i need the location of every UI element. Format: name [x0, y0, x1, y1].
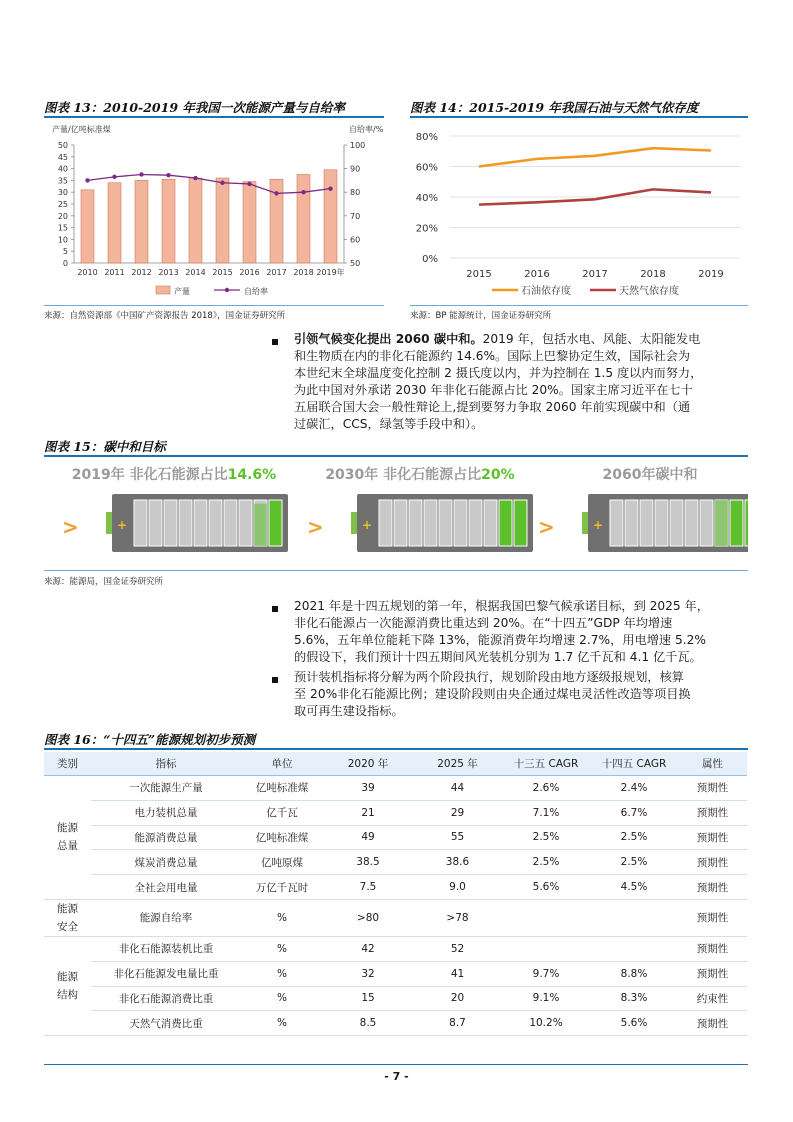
fig14-chart	[410, 120, 750, 303]
battery-cell	[670, 500, 683, 546]
paragraph-line: 5.6%，五年单位能耗下降 13%，能源消费年均增速 2.7%，用电增速 5.2%	[294, 633, 706, 647]
table-cell: 非化石能源装机比重	[91, 936, 241, 961]
left-tick-label: 40	[57, 164, 68, 174]
x-tick-label: 2013	[158, 268, 179, 277]
battery-cell	[379, 500, 392, 546]
bullet	[272, 677, 278, 683]
table-cell: 7.1%	[502, 800, 590, 825]
table-cell: 55	[413, 825, 502, 850]
point-self-sufficiency	[301, 190, 305, 194]
bar-production	[243, 182, 256, 263]
paragraph-line: 取可再生建设指标。	[294, 704, 404, 718]
x-tick-label: 2010	[77, 268, 98, 277]
fig13-bottom-rule	[44, 305, 384, 306]
table-cell: 8.8%	[590, 961, 678, 986]
point-self-sufficiency	[193, 176, 197, 180]
point-self-sufficiency	[166, 173, 170, 177]
table-cell: 9.7%	[502, 961, 590, 986]
legend-label-production: 产量	[174, 287, 190, 296]
plus-icon: +	[117, 518, 128, 532]
paragraph-line: 本世纪末全球温度变化控制 2 摄氏度以内，并为控制在 1.5 度以内而努力，	[294, 366, 703, 380]
x-tick-label: 2014	[185, 268, 206, 277]
arrow-icon: >	[307, 515, 324, 539]
x-tick-label: 2017	[582, 269, 608, 280]
battery-cell	[685, 500, 698, 546]
paragraph-line: 非化石能源占一次能源消费比重达到 20%。在“十四五”GDP 年均增速	[294, 616, 673, 630]
table-cell: 预期性	[678, 825, 747, 850]
table-header-cell: 2025 年	[413, 752, 502, 776]
fig15-bottom-rule	[44, 570, 748, 571]
table-cell: 20	[413, 986, 502, 1011]
table-cell: 9.0	[413, 875, 502, 900]
paragraph-14th-plan	[294, 598, 746, 666]
table-row	[44, 875, 747, 900]
table-row	[44, 776, 747, 801]
table-cell: %	[241, 986, 323, 1011]
table-cell	[590, 936, 678, 961]
table-cell: 2.4%	[590, 776, 678, 801]
left-tick-label: 30	[57, 188, 68, 198]
table-row	[44, 825, 747, 850]
battery-cell	[224, 500, 237, 546]
table-cell: 38.6	[413, 850, 502, 875]
battery-panel-label	[603, 466, 698, 483]
table-cell: 能源自给率	[91, 899, 241, 936]
line-self-sufficiency	[88, 175, 331, 194]
bar-production	[81, 190, 94, 263]
table-cell: 5.6%	[502, 875, 590, 900]
legend-label-self-sufficiency: 自给率	[244, 287, 268, 296]
table-cell: 2.5%	[502, 850, 590, 875]
left-tick-label: 0	[62, 259, 68, 268]
battery-cell	[469, 500, 482, 546]
table-cell: 42	[323, 936, 413, 961]
arrow-icon: >	[62, 515, 79, 539]
fig14-title: 图表 14：2015-2019 年我国石油与天然气依存度	[410, 100, 699, 115]
bar-production	[324, 170, 337, 263]
fig13-chart	[44, 120, 389, 303]
table-cell: 4.5%	[590, 875, 678, 900]
battery-cell	[269, 500, 282, 546]
table-row	[44, 850, 747, 875]
battery-cell	[424, 500, 437, 546]
left-tick-label: 45	[57, 152, 68, 162]
paragraph-lead: 引领气候变化提出 2060 碳中和。	[294, 332, 483, 346]
table-cell: 52	[413, 936, 502, 961]
table-cell: 亿千瓦	[241, 800, 323, 825]
left-tick-label: 50	[57, 141, 68, 150]
left-tick-label: 15	[57, 223, 68, 233]
right-tick-label: 50	[350, 259, 361, 268]
battery-cell	[394, 500, 407, 546]
table-cell: 预期性	[678, 899, 747, 936]
bar-production	[108, 183, 121, 263]
bar-production	[297, 175, 310, 264]
table-cell	[502, 899, 590, 936]
battery-cell	[655, 500, 668, 546]
table-cell: 15	[323, 986, 413, 1011]
x-tick-label: 2019	[698, 269, 724, 280]
table-header-cell: 单位	[241, 752, 323, 776]
bar-production	[135, 180, 148, 263]
left-tick-label: 20	[57, 211, 68, 221]
table-cell: 2.5%	[590, 825, 678, 850]
table-cell: 预期性	[678, 800, 747, 825]
battery-label-highlight: 20%	[481, 467, 515, 483]
table-cell: 亿吨原煤	[241, 850, 323, 875]
battery-cell	[164, 500, 177, 546]
table-cell: 7.5	[323, 875, 413, 900]
table-cell: %	[241, 961, 323, 986]
fig15-title: 图表 15：碳中和目标	[44, 439, 166, 454]
table-cell: 万亿千瓦时	[241, 875, 323, 900]
battery-panel-label	[325, 466, 514, 483]
table-cell: 29	[413, 800, 502, 825]
x-tick-label: 2018	[293, 268, 314, 277]
table-category-cell: 能源总量	[44, 776, 91, 900]
bullet	[272, 339, 278, 345]
table-cell: 预期性	[678, 936, 747, 961]
paragraph-carbon-neutral	[294, 331, 746, 433]
fig14-source: 来源：BP 能源统计，国金证券研究所	[410, 311, 552, 321]
battery-cell	[499, 500, 512, 546]
table-row	[44, 800, 747, 825]
table-cell: 非化石能源消费比重	[91, 986, 241, 1011]
y-tick-label: 40%	[415, 193, 438, 204]
line-oil-dependence	[479, 148, 711, 166]
table-cell: %	[241, 936, 323, 961]
battery-cell	[700, 500, 713, 546]
table-cell: 一次能源生产量	[91, 776, 241, 801]
left-axis-label: 产量/亿吨标准煤	[52, 125, 111, 134]
table-row	[44, 1011, 747, 1036]
table-cell: 亿吨标准煤	[241, 825, 323, 850]
battery-cell	[179, 500, 192, 546]
x-tick-label: 2015	[212, 268, 233, 277]
y-tick-label: 0%	[422, 254, 438, 265]
legend-marker-self-sufficiency	[225, 288, 229, 292]
x-tick-label: 2018	[640, 269, 666, 280]
battery-cell	[625, 500, 638, 546]
battery-cell	[454, 500, 467, 546]
left-tick-label: 5	[62, 247, 68, 257]
right-tick-label: 70	[350, 211, 361, 221]
table-header-cell: 类别	[44, 752, 91, 776]
x-tick-label: 2016	[524, 269, 550, 280]
table-cell: 能源消费总量	[91, 825, 241, 850]
left-tick-label: 35	[57, 176, 68, 186]
right-tick-label: 60	[350, 235, 361, 245]
table-row	[44, 899, 747, 936]
table-cell: 39	[323, 776, 413, 801]
battery-cell	[134, 500, 147, 546]
battery-cell-partial	[254, 504, 267, 546]
table-cell: 电力装机总量	[91, 800, 241, 825]
right-axis-label: 自给率/%	[349, 125, 384, 134]
table-cell: 预期性	[678, 850, 747, 875]
battery-panel-label	[72, 466, 276, 483]
table-row	[44, 986, 747, 1011]
bar-production	[216, 178, 229, 263]
table-cell	[502, 936, 590, 961]
paragraph-line: 至 20%非化石能源比例；建设阶段则由央企通过煤电灵活性改造等项目换	[294, 687, 691, 701]
table-cell: >78	[413, 899, 502, 936]
battery-cell	[484, 500, 497, 546]
table-cell: 6.7%	[590, 800, 678, 825]
battery-cell	[730, 500, 743, 546]
point-self-sufficiency	[247, 182, 251, 186]
table-category-cell: 能源安全	[44, 899, 91, 936]
paragraph-line: 2019 年，包括水电、风能、太阳能发电	[482, 332, 701, 346]
table-cell: >80	[323, 899, 413, 936]
point-self-sufficiency	[85, 178, 89, 182]
fig14-bottom-rule	[410, 305, 748, 306]
y-tick-label: 80%	[415, 132, 438, 143]
paragraph-line: 过碳汇，CCS，绿氢等手段中和）。	[294, 417, 484, 431]
battery-label-highlight: 14.6%	[227, 467, 277, 483]
plus-icon: +	[593, 518, 604, 532]
x-tick-label: 2019年	[316, 268, 345, 277]
table-header-cell: 2020 年	[323, 752, 413, 776]
table-cell: 32	[323, 961, 413, 986]
right-tick-label: 90	[350, 164, 361, 174]
table-row	[44, 936, 747, 961]
x-tick-label: 2017	[266, 268, 287, 277]
page-number: - 7 -	[384, 1070, 409, 1083]
table-cell: 8.5	[323, 1011, 413, 1036]
battery-cell-partial	[715, 500, 728, 546]
paragraph-line: 预计装机指标将分解为两个阶段执行，规划阶段由地方逐级报规划，核算	[294, 670, 684, 684]
battery-label-text: 2060年碳中和	[602, 467, 698, 483]
table-header-cell: 属性	[678, 752, 747, 776]
table-cell: 全社会用电量	[91, 875, 241, 900]
point-self-sufficiency	[139, 172, 143, 176]
y-tick-label: 20%	[415, 223, 438, 235]
x-tick-label: 2012	[131, 268, 152, 277]
fig15-source: 来源：能源局，国金证券研究所	[44, 577, 164, 587]
table-header-cell: 十三五 CAGR	[502, 752, 590, 776]
table-cell: 5.6%	[590, 1011, 678, 1036]
x-tick-label: 2015	[466, 269, 492, 280]
table-cell: 2.6%	[502, 776, 590, 801]
table-cell: %	[241, 899, 323, 936]
table-cell: 49	[323, 825, 413, 850]
fig13-title: 图表 13：2010-2019 年我国一次能源产量与自给率	[44, 100, 345, 115]
table-cell	[590, 899, 678, 936]
paragraph-line: 2021 年是十四五规划的第一年，根据我国巴黎气候承诺目标，到 2025 年，	[294, 599, 709, 613]
fig14-title-rule	[410, 116, 748, 118]
battery-cell	[745, 500, 748, 546]
table-cell: 2.5%	[502, 825, 590, 850]
table-cell: 预期性	[678, 776, 747, 801]
paragraph-line: 为此中国对外承诺 2030 年非化石能源占比 20%。国家主席习近平在七十	[294, 383, 693, 397]
right-tick-label: 80	[350, 188, 361, 198]
table-cell: 煤炭消费总量	[91, 850, 241, 875]
legend-swatch-production	[156, 286, 170, 294]
plus-icon: +	[362, 518, 373, 532]
y-tick-label: 60%	[415, 162, 438, 174]
arrow-icon: >	[538, 515, 555, 539]
point-self-sufficiency	[112, 175, 116, 179]
fig16-title-rule	[44, 748, 748, 750]
paragraph-line: 和生物质在内的非化石能源约 14.6%。国际上巴黎协定生效，国际社会为	[294, 349, 691, 363]
battery-cell	[439, 500, 452, 546]
battery-label-text: 2030年 非化石能源占比	[325, 467, 482, 483]
point-self-sufficiency	[328, 186, 332, 190]
table-cell: 亿吨标准煤	[241, 776, 323, 801]
left-tick-label: 25	[57, 200, 68, 209]
table-header-row	[44, 752, 747, 776]
battery-cell	[209, 500, 222, 546]
right-tick-label: 100	[350, 141, 366, 150]
energy-plan-table	[44, 752, 747, 1036]
table-row	[44, 961, 747, 986]
left-tick-label: 10	[57, 235, 68, 245]
battery-cell	[640, 500, 653, 546]
table-cell: 41	[413, 961, 502, 986]
table-header-cell: 十四五 CAGR	[590, 752, 678, 776]
table-cell: 8.7	[413, 1011, 502, 1036]
paragraph-line: 的假设下，我们预计十四五期间风光装机分别为 1.7 亿千瓦和 4.1 亿千瓦。	[294, 650, 702, 664]
battery-label-text: 2019年 非化石能源占比	[71, 467, 228, 483]
table-cell: 约束性	[678, 986, 747, 1011]
x-tick-label: 2011	[104, 268, 125, 277]
x-tick-label: 2016	[239, 268, 260, 277]
fig13-source: 来源：自然资源部《中国矿产资源报告 2018》，国金证券研究所	[44, 311, 286, 321]
fig15-battery-graphic	[44, 458, 748, 568]
footer-rule	[44, 1064, 748, 1065]
table-cell: 预期性	[678, 961, 747, 986]
battery-cell	[610, 500, 623, 546]
table-cell: %	[241, 1011, 323, 1036]
paragraph-installation-phases	[294, 669, 746, 720]
bullet	[272, 606, 278, 612]
fig16-title: 图表 16：“十四五”能源规划初步预测	[44, 732, 256, 747]
point-self-sufficiency	[220, 181, 224, 185]
table-cell: 非化石能源发电量比重	[91, 961, 241, 986]
legend-label-oil: 石油依存度	[521, 286, 571, 297]
table-cell: 预期性	[678, 875, 747, 900]
table-cell: 38.5	[323, 850, 413, 875]
table-cell: 8.3%	[590, 986, 678, 1011]
battery-cell	[514, 500, 527, 546]
bar-production	[162, 179, 175, 263]
table-cell: 9.1%	[502, 986, 590, 1011]
table-header-cell: 指标	[91, 752, 241, 776]
legend-label-gas: 天然气依存度	[619, 286, 679, 297]
battery-cell	[149, 500, 162, 546]
paragraph-line: 五届联合国大会一般性辩论上,提到要努力争取 2060 年前实现碳中和（通	[294, 400, 691, 414]
battery-cell	[194, 500, 207, 546]
bar-production	[189, 178, 202, 263]
fig13-title-rule	[44, 116, 384, 118]
table-cell: 预期性	[678, 1011, 747, 1036]
table-cell: 天然气消费比重	[91, 1011, 241, 1036]
table-cell: 2.5%	[590, 850, 678, 875]
table-category-cell: 能源结构	[44, 936, 91, 1035]
fig15-title-rule	[44, 455, 748, 457]
battery-cell	[409, 500, 422, 546]
battery-cell	[239, 500, 252, 546]
table-cell: 44	[413, 776, 502, 801]
table-cell: 21	[323, 800, 413, 825]
point-self-sufficiency	[274, 191, 278, 195]
table-cell: 10.2%	[502, 1011, 590, 1036]
